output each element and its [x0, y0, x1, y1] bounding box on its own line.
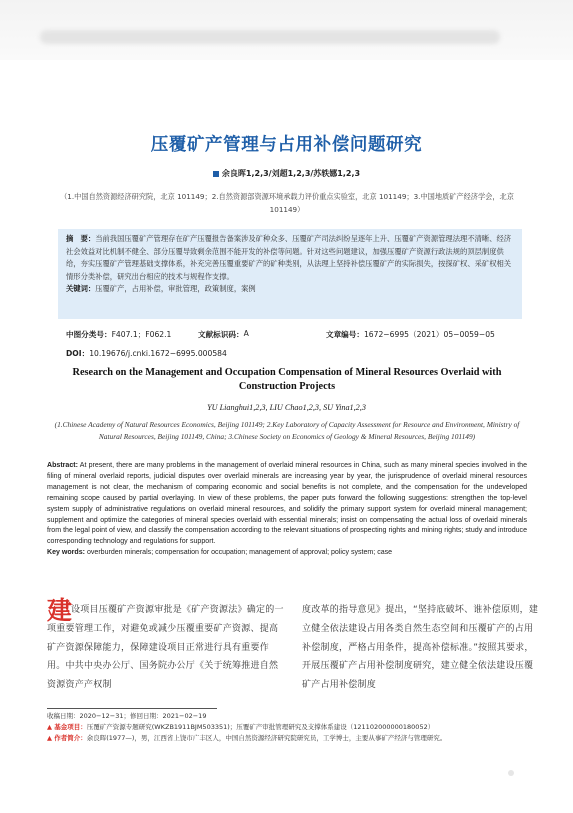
- doi-line: DOI：10.19676/j.cnki.1672−6995.000584: [66, 349, 227, 358]
- keywords-en-label: Key words:: [47, 549, 85, 557]
- footnotes: [47, 711, 529, 745]
- authors-en: YU Lianghui1,2,3, LIU Chao1,2,3, SU Yina1,2,3: [207, 403, 366, 412]
- keywords-cn-label: 关键词：: [66, 284, 96, 294]
- keywords-en: [47, 548, 527, 559]
- abstract-en: [47, 461, 527, 559]
- authors-cn: [0, 168, 573, 179]
- abstract-en-label: Abstract:: [47, 462, 78, 469]
- drop-cap: 建: [47, 596, 73, 625]
- title-en: Research on the Management and Occupation Compensation of Mineral Resources Overlaid with Construction Projects: [72, 367, 502, 392]
- abstract-cn: [66, 233, 514, 283]
- footnote-fund: ▲ 基金项目：压覆矿产资源专题研究(WKZB1911BJM503351)；压覆矿产审批管理研究及支撑体系建设（121102000000180052）: [47, 723, 435, 732]
- header-blur-bar: [40, 30, 500, 44]
- doc-code: 文献标识码： A: [198, 329, 249, 339]
- authors-cn-text: 余良晖1,2,3/刘超1,2,3/苏轶娜1,2,3: [221, 169, 361, 178]
- body-column-right: 度改革的指导意见》提出，“坚持底破坏、谁补偿原则，建立健全依法建设占用各类自然生态空间和压覆矿产的占用补偿制度，严格占用条件，提高补偿标准。”按照其要求，开展压覆矿产占用补偿制度研究，建立健全依法建设压覆矿产占用补偿制度: [302, 605, 539, 691]
- abstract-en-paragraph: [47, 461, 527, 548]
- footnote-divider: [47, 708, 217, 709]
- square-bullet-icon: [213, 171, 219, 177]
- keywords-cn: [66, 283, 514, 296]
- blurred-header: [0, 0, 573, 60]
- body-column-left: 设项目压覆矿产资源审批是《矿产资源法》确定的一项重要管理工作，对避免或减少压覆重要矿产资源、提高矿产资源保障能力，保障建设项目正常进行具有重要作用。中共中央办公厅、国务院办公厅《关于统筹推进自然资源资产产权制: [47, 605, 284, 691]
- page-mark: [508, 770, 514, 776]
- doi-link[interactable]: 10.19676/j.cnki.1672−6995.000584: [89, 349, 227, 358]
- footnote-dates: 收稿日期：2020−12−31；修回日期：2021−02−19: [47, 712, 207, 720]
- article-number: 文章编号： 1672−6995（2021）05−0059−05: [326, 330, 495, 339]
- keywords-cn-text: 压覆矿产，占用补偿，审批管理，政策制度，案例: [95, 284, 256, 294]
- abstract-en-text: At present, there are many problems in the management of overlaid mineral resources in China, such as many mineral species involved in the filing of mineral overlaid reports, judicial disputes over overlaid minerals are increasing year by year, the jurisprudence of overlaid mineral resources management is not clear, the mechanism of comparing economic and social benefits is not complete, and the compensation for the undeveloped remaining scope caused by partial overlaying. In view of these problems, the paper puts forward the following suggestions: strengthen the top-level system supply of administrative regulations on overlaid mineral resources, and solidify the primary support system for overlaid mineral management; supplement and optimize the categories of mineral species overlaid with essential minerals; insist on compensating the actual loss of overlaid minerals from the legal point of view, and classify the compensation according to the relevant situations of prospecting rights and mining rights; study and introduce corresponding technology and regulations for support.: [47, 462, 528, 546]
- abstract-cn-text: 当前我国压覆矿产管理存在矿产压覆报告备案涉及矿种众多、压覆矿产司法纠纷呈逐年上升、压覆矿产资源管理法理不清晰、经济社会效益对比机制不健全、部分压覆导致剩余范围不能开发的补偿等问题。针对这些问题建议，加强压覆矿产资源行政法规的顶层制度供给，夯实压覆矿产管理基础支撑体系，补充完善压覆重要矿产的矿种类别，从法理上坚持补偿压覆矿产的实际损失，按探矿权、采矿权相关情形分类补偿，研究出台相应的技术与规程作支撑。: [66, 234, 512, 281]
- affiliations-en: (1.Chinese Academy of Natural Resources Economics, Beijing 101149; 2.Key Laboratory of Capacity Assessment for Resource and Environment, Ministry of Natural Resources, Beijing 101149, China; 3.Chinese Society on Economics of Geology & Mineral Resources, Beijing 101149): [54, 420, 520, 441]
- affiliations-cn: （1.中国自然资源经济研究院，北京 101149；2.自然资源部资源环境承载力评价重点实验室，北京 101149；3.中国地质矿产经济学会，北京 101149）: [60, 192, 514, 214]
- abstract-cn-box: [58, 229, 522, 319]
- abstract-cn-label: 摘 要：: [66, 234, 96, 243]
- paper-title: 压覆矿产管理与占用补偿问题研究: [150, 135, 423, 155]
- clc-code: 中图分类号： F407.1；F062.1: [66, 330, 172, 339]
- footnote-author: ▲ 作者简介：余良晖(1977—)，男，江西省上饶市广丰区人，中国自然资源经济研究院研究员，工学博士，主要从事矿产经济与管理研究。: [47, 734, 447, 743]
- keywords-en-text: overburden minerals; compensation for occupation; management of approval; policy system; case: [86, 549, 393, 557]
